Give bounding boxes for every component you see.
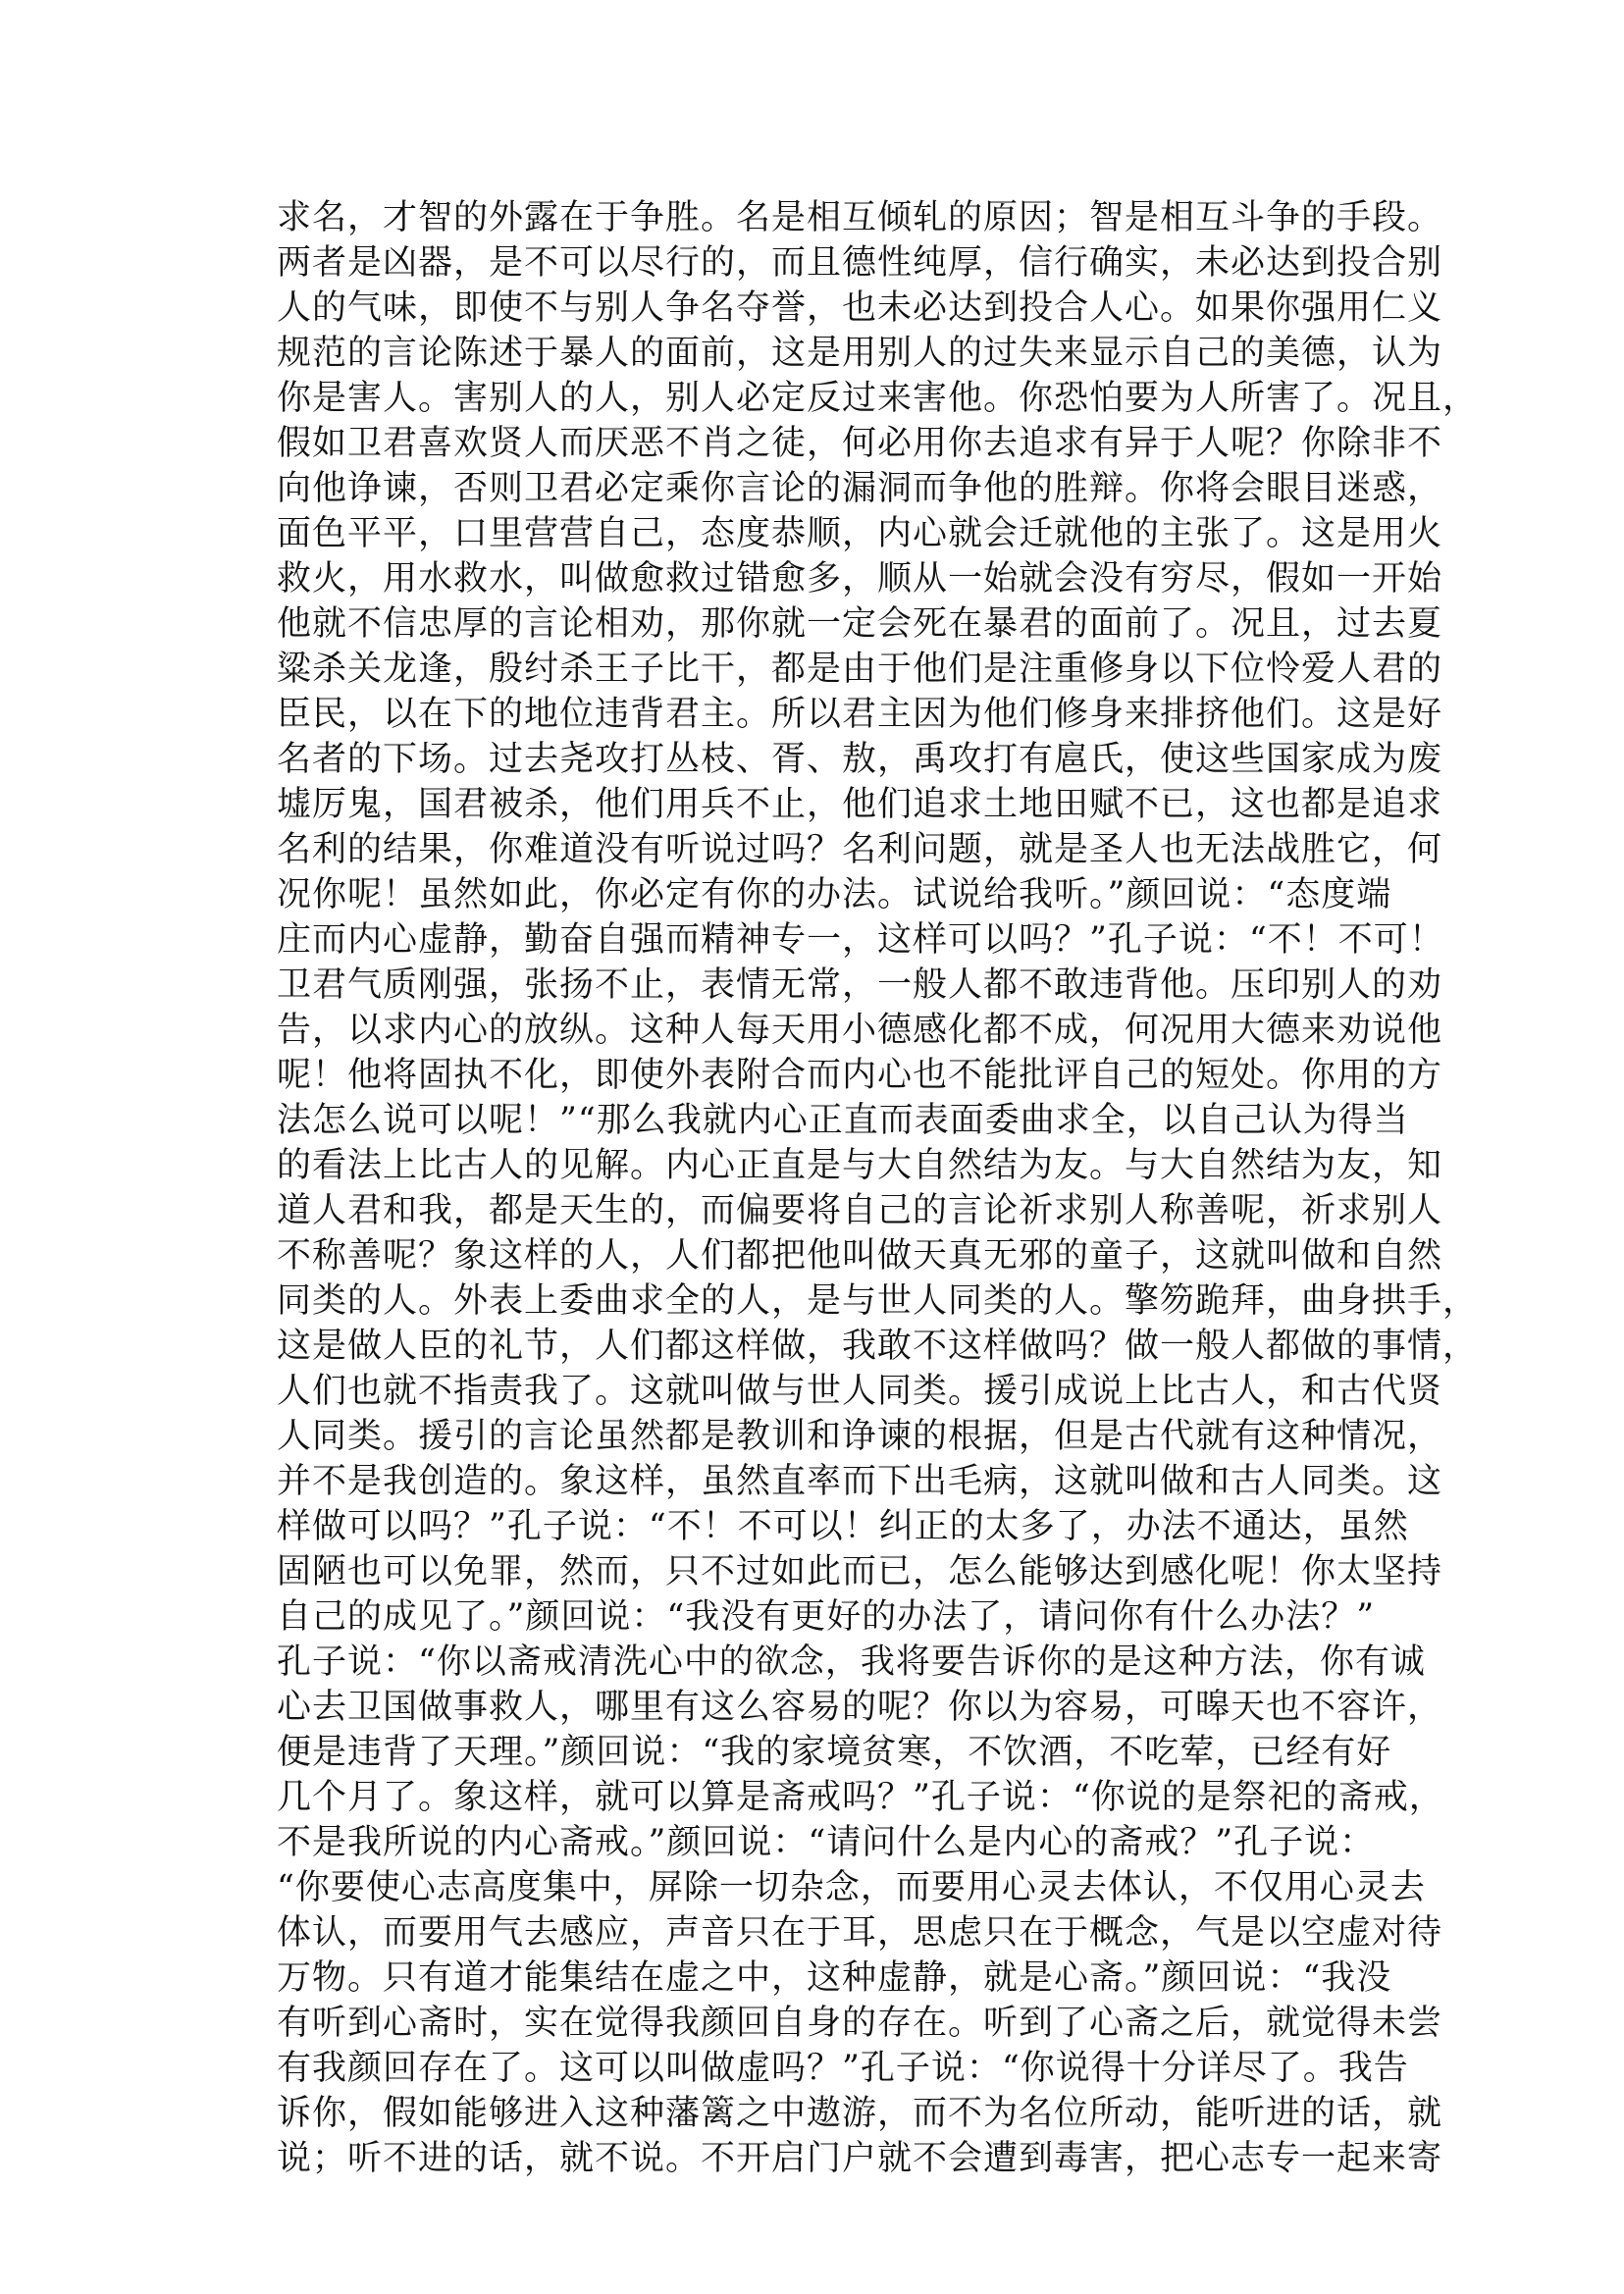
text-line: 名利的结果，你难道没有听说过吗？名利问题，就是圣人也无法战胜它，何 — [277, 830, 1443, 869]
text-line: 救火，用水救水，叫做愈救过错愈多，顺从一始就会没有穷尽，假如一开始 — [277, 559, 1443, 599]
text-line: 假如卫君喜欢贤人而厌恶不肖之徒，何必用你去追求有异于人呢？你除非不 — [277, 424, 1443, 463]
text-line: 道人君和我，都是天生的，而偏要将自己的言论祈求别人称善呢，祈求别人 — [277, 1191, 1443, 1230]
text-line: 说；听不进的话，就不说。不开启门户就不会遭到毒害，把心志专一起来寄 — [277, 2139, 1443, 2178]
text-line: 庄而内心虚静，勤奋自强而精神专一，这样可以吗？”孔子说：“不！不可！ — [277, 920, 1444, 960]
text-line: 他就不信忠厚的言论相劝，那你就一定会死在暴君的面前了。况且，过去夏 — [277, 604, 1443, 644]
text-line: 样做可以吗？”孔子说：“不！不可以！纠正的太多了，办法不通达，虽然 — [277, 1507, 1409, 1546]
text-line: 自己的成见了。”颜回说：“我没有更好的办法了，请问你有什么办法？” — [277, 1597, 1376, 1637]
text-line: 名者的下场。过去尧攻打丛枝、胥、敖，禹攻打有扈氏，使这些国家成为废 — [277, 740, 1443, 779]
text-line: 规范的言论陈述于暴人的面前，这是用别人的过失来显示自己的美德，认为 — [277, 334, 1443, 373]
text-line: 同类的人。外表上委曲求全的人，是与世人同类的人。擎笏跪拜，曲身拱手， — [277, 1281, 1479, 1321]
text-line: 有我颜回存在了。这可以叫做虚吗？”孔子说：“你说得十分详尽了。我告 — [277, 2049, 1409, 2088]
text-line: 不称善呢？象这样的人，人们都把他叫做天真无邪的童子，这就叫做和自然 — [277, 1236, 1443, 1276]
text-line: 并不是我创造的。象这样，虽然直率而下出毛病，这就叫做和古人同类。这 — [277, 1462, 1443, 1501]
text-line: 卫君气质刚强，张扬不止，表情无常，一般人都不敢违背他。压印别人的劝 — [277, 965, 1443, 1005]
text-line: 人同类。援引的言论虽然都是教训和诤谏的根据，但是古代就有这种情况， — [277, 1417, 1443, 1456]
text-line: 法怎么说可以呢！”“那么我就内心正直而表面委曲求全，以自己认为得当 — [277, 1101, 1409, 1140]
text-line: 你是害人。害别人的人，别人必定反过来害他。你恐怕要为人所害了。况且， — [277, 379, 1479, 418]
text-line: 两者是凶器，是不可以尽行的，而且德性纯厚，信行确实，未必达到投合别 — [277, 243, 1443, 283]
text-line: 况你呢！虽然如此，你必定有你的办法。试说给我听。”颜回说：“态度端 — [277, 875, 1392, 914]
text-line: 固陋也可以免罪，然而，只不过如此而已，怎么能够达到感化呢！你太坚持 — [277, 1552, 1443, 1591]
text-line: 诉你，假如能够进入这种藩篱之中遨游，而不为名位所动，能听进的话，就 — [277, 2094, 1443, 2133]
text-line: 心去卫国做事救人，哪里有这么容易的呢？你以为容易，可暤天也不容许， — [277, 1688, 1443, 1727]
text-line: 求名，才智的外露在于争胜。名是相互倾轧的原因；智是相互斗争的手段。 — [277, 198, 1443, 237]
text-line: 墟厉鬼，国君被杀，他们用兵不止，他们追求土地田赋不已，这也都是追求 — [277, 785, 1443, 824]
text-line: 孔子说：“你以斋戒清洗心中的欲念，我将要告诉你的是这种方法，你有诚 — [277, 1642, 1426, 1682]
text-line: “你要使心志高度集中，屏除一切杂念，而要用心灵去体认，不仅用心灵去 — [277, 1868, 1426, 1907]
text-line: 万物。只有道才能集结在虚之中，这种虚静，就是心斋。”颜回说：“我没 — [277, 1958, 1392, 1998]
text-line: 不是我所说的内心斋戒。”颜回说：“请问什么是内心的斋戒？”孔子说： — [277, 1823, 1376, 1862]
text-line: 体认，而要用气去感应，声音只在于耳，思虑只在于概念，气是以空虚对待 — [277, 1913, 1443, 1953]
text-line: 的看法上比古人的见解。内心正直是与大自然结为友。与大自然结为友，知 — [277, 1146, 1443, 1185]
text-line: 臣民，以在下的地位违背君主。所以君主因为他们修身来排挤他们。这是好 — [277, 695, 1443, 734]
text-line: 向他诤谏，否则卫君必定乘你言论的漏洞而争他的胜辩。你将会眼目迷惑， — [277, 469, 1443, 508]
text-line: 人们也就不指责我了。这就叫做与世人同类。援引成说上比古人，和古代贤 — [277, 1372, 1443, 1411]
text-line: 人的气味，即使不与别人争名夺誉，也未必达到投合人心。如果你强用仁义 — [277, 288, 1443, 328]
text-line: 这是做人臣的礼节，人们都这样做，我敢不这样做吗？做一般人都做的事情， — [277, 1327, 1479, 1366]
text-line: 便是违背了天理。”颜回说：“我的家境贫寒，不饮酒，不吃荤，已经有好 — [277, 1733, 1392, 1772]
text-line: 呢！他将固执不化，即使外表附合而内心也不能批评自己的短处。你用的方 — [277, 1056, 1443, 1095]
text-line: 有听到心斋时，实在觉得我颜回自身的存在。听到了心斋之后，就觉得未尝 — [277, 2004, 1443, 2043]
text-line: 粱杀关龙逢，殷纣杀王子比干，都是由于他们是注重修身以下位怜爱人君的 — [277, 650, 1443, 689]
text-line: 几个月了。象这样，就可以算是斋戒吗？”孔子说：“你说的是祭祀的斋戒， — [277, 1778, 1444, 1817]
text-line: 告，以求内心的放纵。这种人每天用小德感化都不成，何况用大德来劝说他 — [277, 1011, 1443, 1050]
document-page — [277, 192, 1479, 2178]
text-line: 面色平平，口里营营自己，态度恭顺，内心就会迁就他的主张了。这是用火 — [277, 514, 1443, 553]
